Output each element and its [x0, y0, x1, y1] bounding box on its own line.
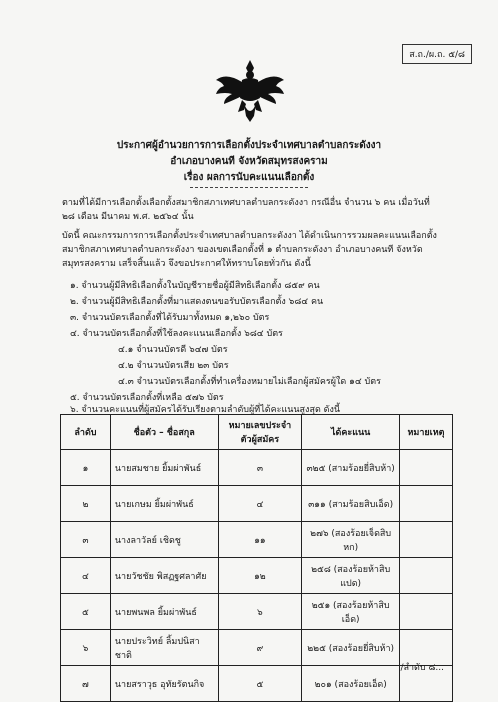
cell-remarks: [399, 558, 452, 594]
cell-score: ๒๕๑ (สองร้อยห้าสิบเอ็ด): [302, 594, 400, 630]
table-row: [61, 594, 453, 630]
table-header-row: [61, 415, 453, 450]
item-6: ๖. จำนวนคะแนนที่ผู้สมัครได้รับเรียงตามลำดับผู้ที่ได้คะแนนสูงสุด ดังนี้: [70, 405, 341, 415]
cell-score: ๒๐๑ (สองร้อยเอ็ด): [302, 666, 400, 702]
cell-name: นายวัชชัย พิสฏฐศลาศัย: [110, 558, 218, 594]
cell-number: ๑๑: [218, 522, 302, 558]
cell-number: ๑๒: [218, 558, 302, 594]
cell-name: นายสมชาย ยิ้มผ่าพันธ์: [110, 450, 218, 486]
table-row: [61, 558, 453, 594]
cell-name: นางลาวัลย์ เชิดชู: [110, 522, 218, 558]
cell-name: นายเกษม ยิ้มผ่าพันธ์: [110, 486, 218, 522]
cell-order: ๕: [61, 594, 111, 630]
item-4-1: ๔.๑ จำนวนบัตรดี ๖๔๗ บัตร: [118, 345, 228, 355]
cell-remarks: [399, 450, 452, 486]
cell-number: ๓: [218, 450, 302, 486]
header-candidate-number: หมายเลขประจำตัวผู้สมัคร: [218, 415, 302, 450]
paragraph-1: ตามที่ได้มีการเลือกตั้งเลือกตั้งสมาชิกสภาเทศบาลตำบลกระดังงา กรณีอื่น จำนวน ๖ คน เมื่อวันที่ ๒๘ เดือน มีนาคม พ.ศ. ๒๕๖๔ นั้น: [62, 198, 430, 222]
cell-order: ๔: [61, 558, 111, 594]
header-remarks: หมายเหตุ: [399, 415, 452, 450]
paragraph-2: บัดนี้ คณะกรรมการการเลือกตั้งประจำเทศบาลตำบลกระดังงา ได้ดำเนินการรวมผลคะแนนเลือกตั้งสมาชิกสภาเทศบาลตำบลกระดังงา ของเขตเลือกตั้งที่ ๑ ตำบลกระดังงา อำเภอบางคนที จังหวัดสมุทรสงคราม เสร็จสิ้นแล้ว จึงขอประกาศให้ทราบโดยทั่วกัน ดังนี้: [62, 231, 437, 269]
cell-order: ๑: [61, 450, 111, 486]
form-code-box: ส.ถ./ผ.ถ. ๕/๘: [402, 44, 472, 64]
cell-number: ๕: [218, 666, 302, 702]
item-3: ๓. จำนวนบัตรเลือกตั้งที่ได้รับมาทั้งหมด ๑,๒๖๐ บัตร: [70, 313, 270, 323]
item-4: ๔. จำนวนบัตรเลือกตั้งที่ใช้ลงคะแนนเลือกตั้ง ๖๘๔ บัตร: [70, 329, 283, 339]
cell-order: ๖: [61, 630, 111, 666]
garuda-emblem-icon: [212, 58, 288, 124]
cell-number: ๔: [218, 486, 302, 522]
cell-order: ๓: [61, 522, 111, 558]
item-4-3: ๔.๓ จำนวนบัตรเลือกตั้งที่ทำเครื่องหมายไม่เลือกผู้สมัครผู้ใด ๑๔ บัตร: [118, 377, 381, 387]
cell-number: ๖: [218, 594, 302, 630]
table-row: [61, 522, 453, 558]
cell-name: นายพนพล ยิ้มผ่าพันธ์: [110, 594, 218, 630]
item-1: ๑. จำนวนผู้มีสิทธิเลือกตั้งในบัญชีรายชื่อผู้มีสิทธิเลือกตั้ง ๘๕๙ คน: [70, 281, 320, 291]
item-5: ๕. จำนวนบัตรเลือกตั้งที่เหลือ ๕๗๖ บัตร: [70, 393, 224, 403]
cell-score: ๒๒๕ (สองร้อยยี่สิบห้า): [302, 630, 400, 666]
table-row: [61, 666, 453, 702]
cell-score: ๒๗๖ (สองร้อยเจ็ดสิบหก): [302, 522, 400, 558]
cell-remarks: [399, 522, 452, 558]
cell-score: ๓๑๑ (สามร้อยสิบเอ็ด): [302, 486, 400, 522]
continuation-note: /ลำดับ ๘...: [400, 663, 444, 673]
cell-number: ๙: [218, 630, 302, 666]
cell-remarks: [399, 486, 452, 522]
header-score: ได้คะแนน: [302, 415, 400, 450]
cell-order: ๒: [61, 486, 111, 522]
divider: [190, 187, 308, 188]
cell-name: นายประวิทย์ ลิ้มปนิสาชาติ: [110, 630, 218, 666]
cell-order: ๗: [61, 666, 111, 702]
title-line-1: ประกาศผู้อำนวยการการเลือกตั้งประจำเทศบาลตำบลกระดังงา: [116, 140, 382, 151]
header-name: ชื่อตัว – ชื่อสกุล: [110, 415, 218, 450]
cell-name: นายสราวุธ อุทัยรัตนกิจ: [110, 666, 218, 702]
cell-remarks: [399, 594, 452, 630]
table-row: [61, 630, 453, 666]
cell-score: ๓๒๕ (สามร้อยยี่สิบห้า): [302, 450, 400, 486]
item-4-2: ๔.๒ จำนวนบัตรเสีย ๒๓ บัตร: [118, 361, 229, 371]
title-line-2: อำเภอบางคนที จังหวัดสมุทรสงคราม: [170, 156, 328, 167]
results-table: [60, 414, 453, 702]
title-line-3: เรื่อง ผลการนับคะแนนเลือกตั้ง: [183, 172, 315, 183]
cell-score: ๒๕๘ (สองร้อยห้าสิบแปด): [302, 558, 400, 594]
item-2: ๒. จำนวนผู้มีสิทธิเลือกตั้งที่มาแสดงตนขอรับบัตรเลือกตั้ง ๖๘๔ คน: [70, 297, 324, 307]
header-order: ลำดับ: [61, 415, 111, 450]
table-row: [61, 450, 453, 486]
table-row: [61, 486, 453, 522]
